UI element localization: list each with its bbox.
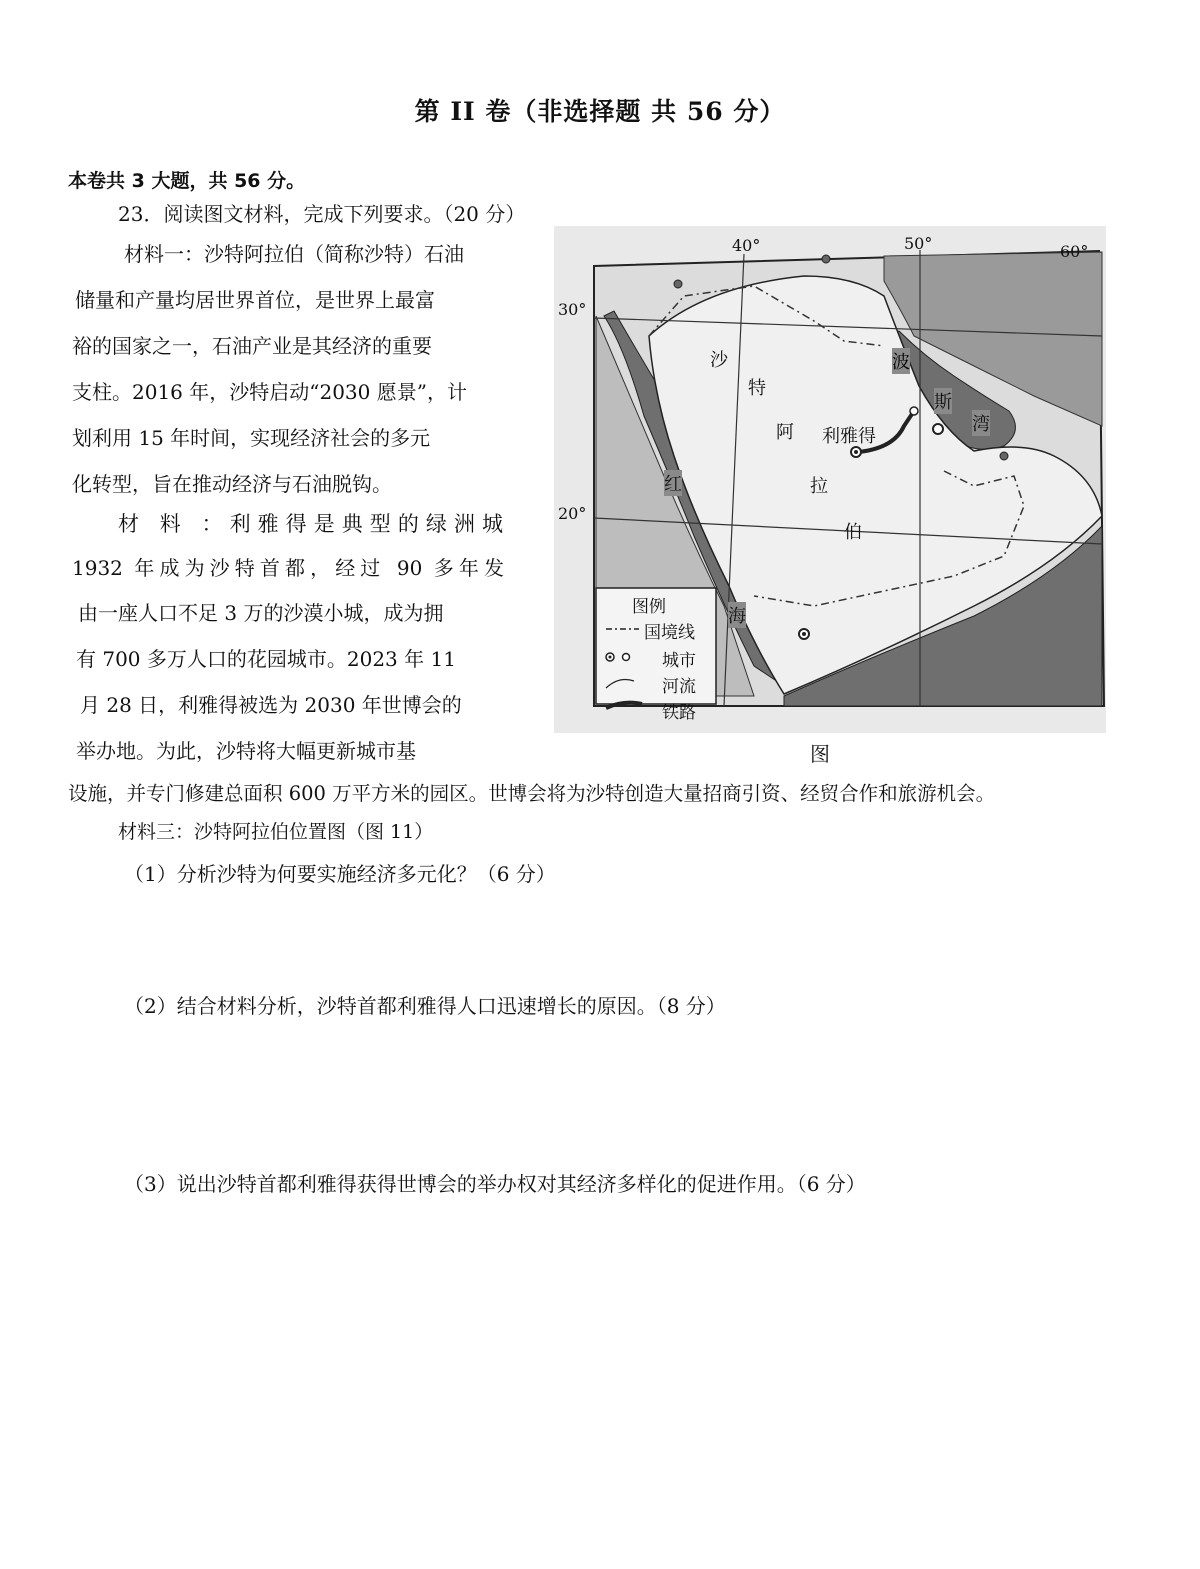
material2-line: 有 700 多万人口的花园城市。2023 年 11 (76, 647, 456, 671)
material1-line: 划利用 15 年时间，实现经济社会的多元 (72, 426, 431, 450)
section-title: 第 II 卷（非选择题 共 56 分） (414, 97, 786, 126)
legend-item: 铁路 (662, 703, 696, 723)
legend-item: 国境线 (644, 623, 695, 643)
question-2: （2）结合材料分析，沙特首都利雅得人口迅速增长的原因。（8 分） (124, 994, 726, 1018)
material1-line: 化转型，旨在推动经济与石油脱钩。 (72, 472, 392, 496)
gulf-char: 波 (892, 348, 910, 374)
material2-line: 月 28 日，利雅得被选为 2030 年世博会的 (80, 693, 462, 717)
legend-item: 城市 (662, 651, 696, 671)
material3-label: 材料三：沙特阿拉伯位置图（图 11） (118, 821, 434, 843)
red-sea-char: 海 (728, 602, 746, 628)
material2-line: 材 料 ：利雅得是典型的绿洲城 (118, 512, 504, 536)
country-char: 阿 (776, 422, 794, 443)
country-char: 沙 (710, 350, 728, 371)
gulf-char: 湾 (972, 410, 990, 436)
material2-line: 1932 年成为沙特首都，经过 90 多年发 (72, 556, 504, 580)
question-3: （3）说出沙特首都利雅得获得世博会的举办权对其经济多样化的促进作用。（6 分） (124, 1172, 866, 1196)
lat-label: 20° (558, 504, 587, 523)
material2-line: 举办地。为此，沙特将大幅更新城市基 (76, 739, 416, 763)
section-intro: 本卷共 3 大题，共 56 分。 (68, 170, 306, 192)
figure-caption: 图 (810, 742, 830, 766)
gulf-char: 斯 (934, 388, 952, 414)
material1-line: 支柱。2016 年，沙特启动“2030 愿景”，计 (72, 380, 467, 404)
question-23-stem: 23．阅读图文材料，完成下列要求。（20 分） (118, 202, 526, 226)
question-1: （1）分析沙特为何要实施经济多元化？（6 分） (124, 862, 556, 886)
country-char: 伯 (844, 522, 862, 543)
country-char: 拉 (810, 476, 828, 497)
legend-title: 图例 (632, 597, 666, 617)
red-sea-char: 红 (664, 470, 682, 496)
material1-line: 储量和产量均居世界首位，是世界上最富 (75, 288, 435, 312)
material2-line: 由一座人口不足 3 万的沙漠小城，成为拥 (78, 601, 444, 625)
legend-item: 河流 (662, 677, 696, 697)
country-char: 特 (748, 378, 766, 399)
lon-label: 50° (904, 234, 933, 253)
lon-label: 40° (732, 236, 761, 255)
material2-line: 设施，并专门修建总面积 600 万平方米的园区。世博会将为沙特创造大量招商引资、经贸合作和旅游机会。 (68, 782, 996, 805)
material1-line: 材料一：沙特阿拉伯（简称沙特）石油 (124, 242, 464, 266)
city-label-riyadh: 利雅得 (822, 426, 876, 447)
saudi-location-map (554, 226, 1106, 733)
material1-line: 裕的国家之一，石油产业是其经济的重要 (72, 334, 432, 358)
lat-label: 30° (558, 300, 587, 319)
lon-label: 60° (1060, 242, 1089, 261)
